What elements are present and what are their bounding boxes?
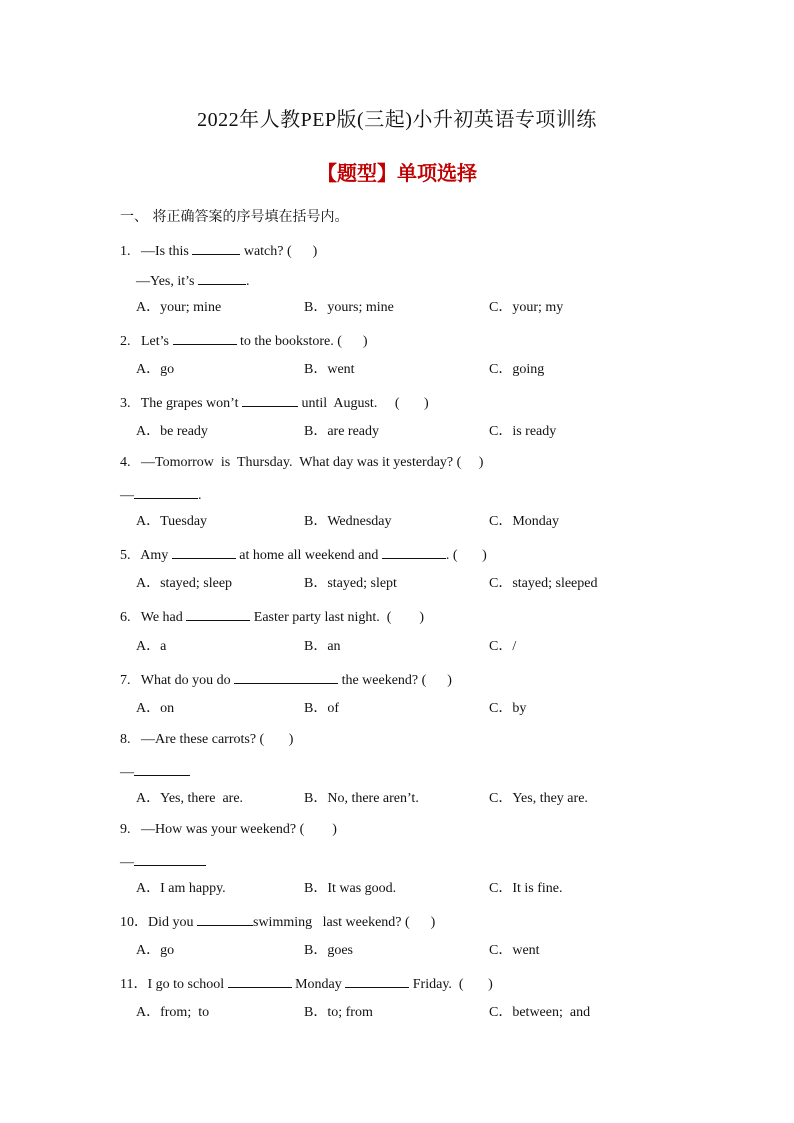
answer-blank (192, 240, 240, 255)
question-text: — (120, 765, 134, 780)
question-8-option-b: B．No, there aren’t. (304, 791, 419, 806)
question-5-option-b: B．stayed; slept (304, 576, 397, 591)
question-7-option-c: C．by (489, 701, 527, 716)
question-1-option-c: C．your; my (489, 300, 564, 315)
question-7-stem (120, 669, 452, 690)
question-3-option-a: A．be ready (136, 424, 208, 439)
question-6-option-a: A．a (136, 639, 167, 654)
question-11-option-c: C．between; and (489, 1005, 591, 1020)
question-text: watch? ( ) (240, 244, 318, 259)
question-text: — (120, 855, 134, 870)
question-5-stem (120, 544, 487, 565)
answer-blank (382, 544, 446, 559)
question-text: 3. The grapes won’t (120, 396, 242, 411)
question-3-option-b: B．are ready (304, 424, 380, 439)
question-11-option-b: B．to; from (304, 1005, 373, 1020)
question-9-option-a: A．I am happy. (136, 881, 226, 896)
section-instruction: 一、 将正确答案的序号填在括号内。 (120, 209, 349, 225)
question-1-option-a: A．your; mine (136, 300, 222, 315)
question-5-option-a: A．stayed; sleep (136, 576, 233, 591)
question-9-option-b: B．It was good. (304, 881, 397, 896)
question-9-reply (120, 851, 206, 872)
question-text: — (120, 488, 134, 503)
question-11-stem (120, 973, 493, 994)
question-text: Monday (291, 977, 346, 992)
question-11-option-a: A．from; to (136, 1005, 210, 1020)
answer-blank (197, 911, 253, 926)
question-10-option-c: C．went (489, 943, 540, 958)
question-10-option-a: A．go (136, 943, 175, 958)
question-text: . (198, 488, 202, 503)
question-text: 1. —Is this (120, 244, 193, 259)
answer-blank (345, 973, 409, 988)
question-text: Friday. ( ) (409, 977, 493, 992)
answer-blank (134, 851, 206, 866)
question-4-option-a: A．Tuesday (136, 514, 208, 529)
question-text: 2. Let’s (120, 334, 173, 349)
question-5-option-c: C．stayed; sleeped (489, 576, 598, 591)
question-text: until August. ( ) (297, 396, 429, 411)
question-1-reply (136, 270, 250, 291)
question-text: at home all weekend and (235, 548, 382, 563)
question-text: 6. We had (120, 610, 187, 625)
question-2-option-b: B．went (304, 362, 355, 377)
question-9-stem: 9. —How was your weekend? ( ) (120, 822, 337, 837)
question-text: the weekend? ( ) (338, 673, 452, 688)
answer-blank (173, 330, 237, 345)
question-10-option-b: B．goes (304, 943, 353, 958)
question-text: —Yes, it’s (136, 274, 198, 289)
question-8-stem: 8. —Are these carrots? ( ) (120, 732, 294, 747)
answer-blank (186, 606, 250, 621)
question-text: Easter party last night. ( ) (250, 610, 425, 625)
question-3-stem (120, 392, 429, 413)
answer-blank (198, 270, 246, 285)
answer-blank (234, 669, 338, 684)
question-7-option-b: B．of (304, 701, 339, 716)
answer-blank (134, 761, 190, 776)
question-2-option-a: A．go (136, 362, 175, 377)
question-7-option-a: A．on (136, 701, 175, 716)
question-4-option-b: B．Wednesday (304, 514, 392, 529)
question-1-stem (120, 240, 317, 261)
question-4-stem: 4. —Tomorrow is Thursday. What day was it yesterday? ( ) (120, 455, 484, 470)
question-8-option-a: A．Yes, there are. (136, 791, 244, 806)
question-text: . (246, 274, 250, 289)
question-text: 7. What do you do (120, 673, 235, 688)
question-text: swimming last weekend? ( ) (253, 915, 436, 930)
question-8-option-c: C．Yes, they are. (489, 791, 588, 806)
page-title: 2022年人教PEP版(三起)小升初英语专项训练 (197, 109, 597, 131)
answer-blank (134, 484, 198, 499)
question-text: 5. Amy (120, 548, 172, 563)
answer-blank (172, 544, 236, 559)
question-2-stem (120, 330, 368, 351)
question-6-option-c: C．/ (489, 639, 517, 654)
question-text: 10．Did you (120, 915, 197, 930)
question-4-reply (120, 484, 202, 505)
question-type-heading: 【题型】单项选择 (317, 161, 477, 185)
question-1-option-b: B．yours; mine (304, 300, 394, 315)
question-text: to the bookstore. ( ) (236, 334, 368, 349)
question-9-option-c: C．It is fine. (489, 881, 563, 896)
question-10-stem (120, 911, 435, 932)
answer-blank (242, 392, 298, 407)
question-6-option-b: B．an (304, 639, 341, 654)
question-3-option-c: C．is ready (489, 424, 557, 439)
question-2-option-c: C．going (489, 362, 545, 377)
question-text: 11．I go to school (120, 977, 228, 992)
question-6-stem (120, 606, 424, 627)
question-8-reply (120, 761, 190, 782)
answer-blank (228, 973, 292, 988)
question-4-option-c: C．Monday (489, 514, 559, 529)
question-text: . ( ) (445, 548, 487, 563)
